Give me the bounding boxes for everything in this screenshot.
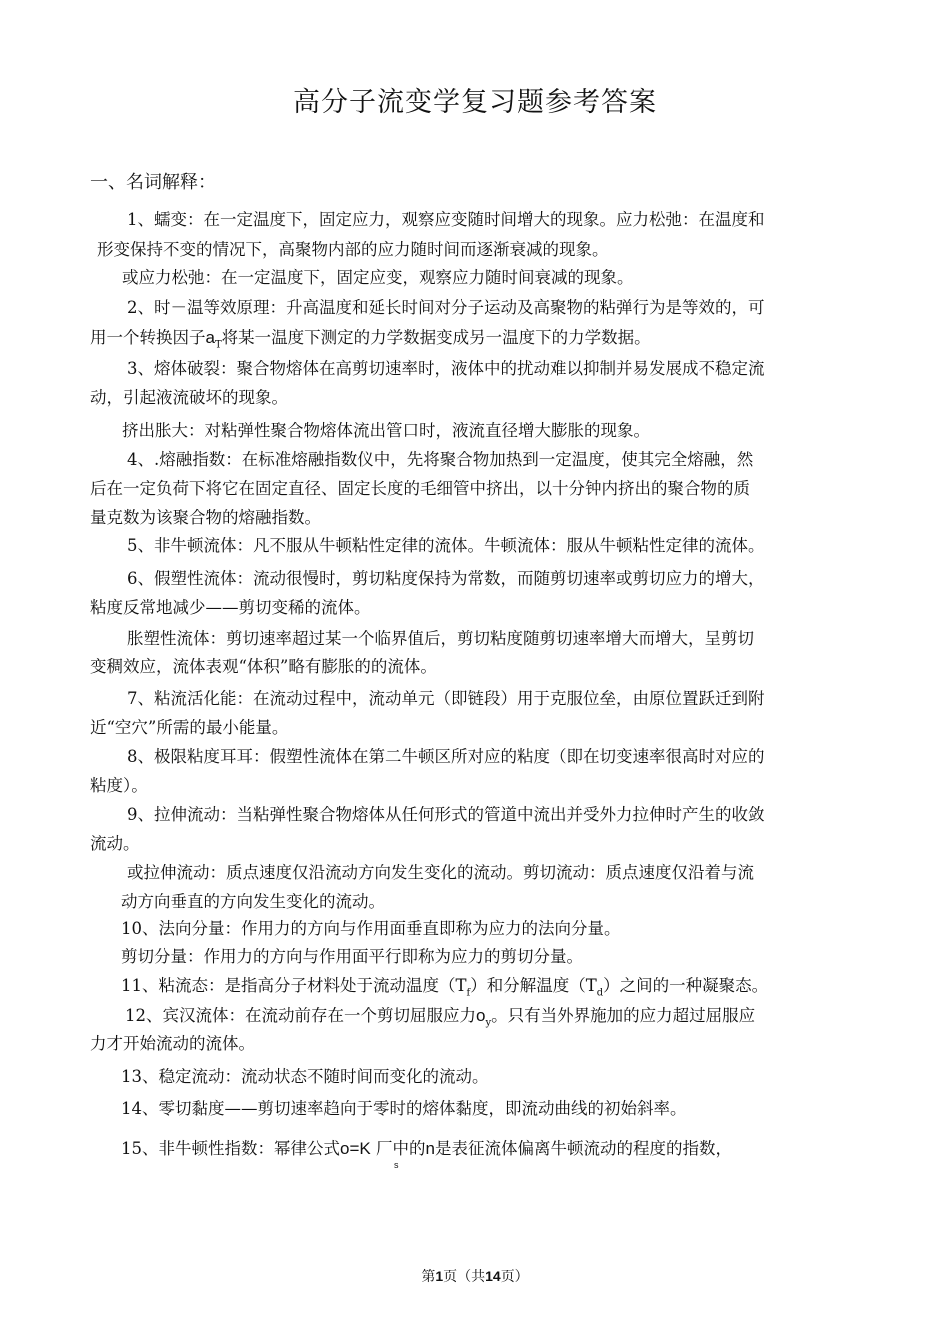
power-law-formula: o=K — [340, 1139, 371, 1158]
para-zero-shear-viscosity: 14、零切黏度——剪切速率趋向于零时的熔体黏度，即流动曲线的初始斜率。 — [121, 1099, 687, 1118]
power-law-n: n — [425, 1139, 435, 1158]
para-tts-line1: 2、时－温等效原理：升高温度和延长时间对分子运动及高聚物的粘弹行为是等效的，可 — [127, 298, 765, 317]
para-pseudoplastic-line1: 6、假塑性流体：流动很慢时，剪切粘度保持为常数，而随剪切速率或剪切应力的增大， — [127, 569, 765, 588]
para-mfi-line1: 4、.熔融指数：在标准熔融指数仪中，先将聚合物加热到一定温度，使其完全熔融，然 — [127, 450, 754, 469]
para-creep-line1: 1、蠕变：在一定温度下，固定应力，观察应变随时间增大的现象。应力松弛：在温度和 — [127, 210, 765, 229]
power-law-text-mid: 中的 — [392, 1139, 426, 1158]
power-law-text-pre: 15、非牛顿性指数：幂律公式 — [121, 1139, 340, 1158]
decomp-temp-subscript: d — [596, 987, 604, 999]
para-non-newtonian: 5、非牛顿流体：凡不服从牛顿粘性定律的流体。牛顿流体：服从牛顿粘性定律的流体。 — [127, 536, 765, 555]
viscous-text-mid: ）和分解温度（T — [470, 976, 597, 995]
shift-factor-subscript: T — [214, 339, 222, 351]
para-tts-text-pre: 用一个转换因子 — [90, 328, 206, 347]
bingham-text-pre: 12、宾汉流体：在流动前存在一个剪切屈服应力 — [125, 1006, 476, 1025]
para-limit-viscosity-line2: 粘度）。 — [90, 776, 148, 795]
footer-total-pages: 14 — [485, 1268, 501, 1284]
para-steady-flow: 13、稳定流动：流动状态不随时间而变化的流动。 — [121, 1067, 489, 1086]
bingham-text-post: 。只有当外界施加的应力超过屈服应 — [491, 1006, 756, 1025]
footer-mid: 页（共 — [443, 1269, 486, 1285]
power-law-subscript-s: s — [394, 1160, 399, 1170]
para-limit-viscosity-line1: 8、极限粘度耳耳：假塑性流体在第二牛顿区所对应的粘度（即在切变速率很高时对应的 — [127, 747, 765, 766]
power-law-mark: 厂 — [375, 1139, 393, 1158]
para-power-law-index — [121, 1134, 732, 1164]
para-shear-component: 剪切分量：作用力的方向与作用面平行即称为应力的剪切分量。 — [121, 947, 583, 966]
para-melt-fracture-line2: 动，引起液流破坏的现象。 — [90, 388, 288, 407]
flow-temp-subscript: f — [466, 987, 471, 999]
para-mfi-line2: 后在一定负荷下将它在固定直径、固定长度的毛细管中挤出，以十分钟内挤出的聚合物的质 — [90, 479, 750, 498]
para-normal-component: 10、法向分量：作用力的方向与作用面垂直即称为应力的法向分量。 — [121, 919, 621, 938]
para-creep-line2: 形变保持不变的情况下，高聚物内部的应力随时间而逐渐衰减的现象。 — [97, 240, 609, 259]
para-extension-alt-line1: 或拉伸流动：质点速度仅沿流动方向发生变化的流动。剪切流动：质点速度仅沿着与流 — [127, 863, 754, 882]
page-title: 高分子流变学复习题参考答案 — [293, 87, 657, 118]
para-activation-energy-line2: 近“空穴”所需的最小能量。 — [90, 718, 289, 737]
page-footer — [0, 1266, 950, 1286]
para-dilatant-line1: 胀塑性流体：剪切速率超过某一个临界值后，剪切粘度随剪切速率增大而增大，呈剪切 — [127, 629, 754, 648]
para-extension-line1: 9、拉伸流动：当粘弹性聚合物熔体从任何形式的管道中流出并受外力拉伸时产生的收敛 — [127, 805, 765, 824]
shift-factor-symbol: a — [205, 328, 215, 347]
para-activation-energy-line1: 7、粘流活化能：在流动过程中，流动单元（即链段）用于克服位垒，由原位置跃迁到附 — [127, 689, 765, 708]
footer-post: 页） — [500, 1269, 529, 1285]
para-melt-fracture-line1: 3、熔体破裂：聚合物熔体在高剪切速率时，液体中的扰动难以抑制并易发展成不稳定流 — [127, 359, 765, 378]
footer-pre: 第 — [421, 1269, 436, 1285]
para-bingham-line2: 力才开始流动的流体。 — [90, 1034, 255, 1053]
para-extension-line2: 流动。 — [90, 834, 140, 853]
yield-stress-subscript: y — [485, 1017, 492, 1029]
viscous-text-pre: 11、粘流态：是指高分子材料处于流动温度（T — [121, 976, 467, 995]
power-law-text-post: 是表征流体偏离牛顿流动的程度的指数， — [434, 1139, 732, 1158]
viscous-text-post: ）之间的一种凝聚态。 — [603, 976, 769, 995]
para-relax-alt: 或应力松弛：在一定温度下，固定应变，观察应力随时间衰减的现象。 — [122, 268, 634, 287]
para-pseudoplastic-line2: 粘度反常地减少——剪切变稀的流体。 — [90, 598, 371, 617]
para-tts-text-post: 将某一温度下测定的力学数据变成另一温度下的力学数据。 — [221, 328, 651, 347]
para-mfi-line3: 量克数为该聚合物的熔融指数。 — [90, 508, 321, 527]
yield-stress-symbol: o — [476, 1006, 486, 1025]
footer-page-number: 1 — [435, 1268, 444, 1284]
para-die-swell: 挤出胀大：对粘弹性聚合物熔体流出管口时，液流直径增大膨胀的现象。 — [122, 421, 650, 440]
para-dilatant-line2: 变稠效应，流体表观“体积”略有膨胀的的流体。 — [90, 657, 437, 676]
para-extension-alt-line2: 动方向垂直的方向发生变化的流动。 — [121, 892, 385, 911]
section-heading: 一、名词解释： — [90, 172, 216, 193]
